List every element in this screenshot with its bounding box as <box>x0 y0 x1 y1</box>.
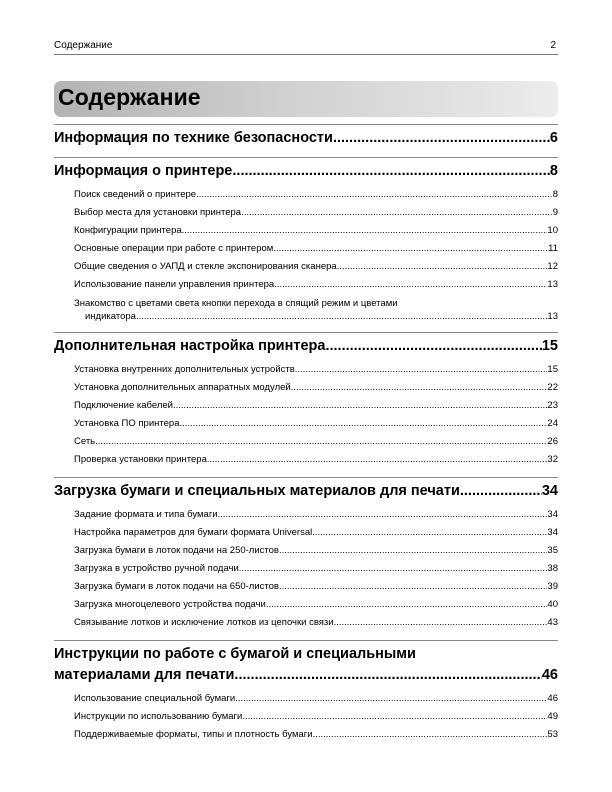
toc-section-page: 15 <box>547 364 558 375</box>
toc-chapter-entry[interactable] <box>54 336 558 357</box>
toc-chapter-entry[interactable] <box>54 481 558 502</box>
toc-leader-dots <box>279 578 547 596</box>
toc-section-title: Настройка параметров для бумаги формата Universal <box>74 527 313 538</box>
running-header <box>54 38 558 55</box>
page-title: Содержание <box>58 84 201 110</box>
toc-section-entry[interactable] <box>54 258 558 276</box>
toc-leader-dots <box>173 397 547 415</box>
toc-section-title: Сеть <box>74 436 96 447</box>
toc-chapter-title: Информация о принтере <box>54 163 233 179</box>
toc-section-title: Использование панели управления принтера <box>74 279 275 290</box>
toc-leader-dots <box>337 258 548 276</box>
toc-section-page: 53 <box>547 729 558 740</box>
toc-section-title: Подключение кабелей <box>74 400 173 411</box>
toc-section-page: 34 <box>547 527 558 538</box>
toc-leader-dots <box>234 665 541 686</box>
toc-chapter-page: 46 <box>541 667 558 683</box>
toc-section-entry[interactable] <box>54 276 558 294</box>
running-header-page-number: 2 <box>550 40 556 51</box>
toc-section-title-line2: индикатора <box>85 311 136 322</box>
toc-section-entry[interactable] <box>54 361 558 379</box>
toc-section-entry[interactable] <box>54 379 558 397</box>
toc-section-page: 38 <box>547 563 558 574</box>
toc-section-page: 12 <box>547 261 558 272</box>
toc-chapter <box>54 124 558 149</box>
toc-section-page: 46 <box>547 693 558 704</box>
toc-section-title: Установка дополнительных аппаратных модулей <box>74 382 291 393</box>
toc-section-page: 43 <box>547 617 558 628</box>
toc-chapter <box>54 477 558 632</box>
toc-section-list <box>54 690 558 744</box>
toc-chapter <box>54 157 558 324</box>
toc-section-page: 13 <box>547 279 558 290</box>
toc-chapter <box>54 332 558 469</box>
toc-leader-dots <box>460 481 542 502</box>
toc-section-page: 24 <box>547 418 558 429</box>
toc-section-entry[interactable] <box>54 186 558 204</box>
toc-section-entry[interactable] <box>54 560 558 578</box>
toc-leader-dots <box>266 596 548 614</box>
toc-leader-dots <box>239 560 548 578</box>
toc-leader-dots <box>136 310 547 324</box>
toc-section-entry[interactable] <box>54 578 558 596</box>
toc-section-page: 10 <box>547 225 558 236</box>
title-band <box>54 81 558 117</box>
toc-section-page: 49 <box>547 711 558 722</box>
toc-chapter-entry[interactable] <box>54 665 558 686</box>
toc-leader-dots <box>207 451 548 469</box>
toc-chapter-title-line2: материалами для печати <box>54 667 235 683</box>
toc-leader-dots <box>295 361 548 379</box>
toc-leader-dots <box>218 506 548 524</box>
toc-chapter-title: Загрузка бумаги и специальных материалов для печати <box>54 483 460 499</box>
toc-section-page: 22 <box>547 382 558 393</box>
toc-chapter-entry[interactable] <box>54 128 558 149</box>
toc-section-list <box>54 186 558 324</box>
toc-section-title: Поддерживаемые форматы, типы и плотность бумаги <box>74 729 313 740</box>
toc-section-entry[interactable] <box>54 542 558 560</box>
table-of-contents <box>54 124 558 744</box>
toc-chapter <box>54 640 558 744</box>
toc-section-title: Основные операции при работе с принтером <box>74 243 274 254</box>
toc-chapter-page: 34 <box>541 483 558 499</box>
toc-section-page: 40 <box>547 599 558 610</box>
toc-section-page: 34 <box>547 509 558 520</box>
toc-leader-dots <box>274 276 547 294</box>
toc-section-title: Инструкции по использованию бумаги <box>74 711 243 722</box>
running-header-section: Содержание <box>54 40 113 51</box>
toc-section-entry[interactable] <box>54 690 558 708</box>
toc-leader-dots <box>334 614 548 632</box>
toc-leader-dots <box>182 222 548 240</box>
toc-section-title: Загрузка бумаги в лоток подачи на 250-листов <box>74 545 279 556</box>
toc-section-list <box>54 506 558 632</box>
toc-section-title: Загрузка в устройство ручной подачи <box>74 563 239 574</box>
toc-leader-dots <box>279 542 547 560</box>
toc-section-entry[interactable] <box>54 524 558 542</box>
toc-section-list <box>54 361 558 469</box>
toc-section-entry[interactable] <box>54 397 558 415</box>
toc-section-page: 11 <box>548 243 558 254</box>
toc-chapter-title: Информация по технике безопасности <box>54 130 333 146</box>
toc-section-entry[interactable] <box>54 310 558 324</box>
toc-section-page: 39 <box>547 581 558 592</box>
toc-section-title: Установка внутренних дополнительных устройств <box>74 364 295 375</box>
toc-chapter-page: 15 <box>541 338 558 354</box>
toc-leader-dots <box>291 379 548 397</box>
toc-section-title: Поиск сведений о принтере <box>74 189 197 200</box>
toc-section-entry[interactable] <box>54 726 558 744</box>
toc-section-title: Использование специальной бумаги <box>74 693 236 704</box>
toc-leader-dots <box>196 186 553 204</box>
toc-chapter-title: Дополнительная настройка принтера <box>54 338 326 354</box>
toc-section-entry[interactable] <box>54 433 558 451</box>
toc-leader-dots <box>242 708 547 726</box>
toc-section-title: Связывание лотков и исключение лотков из цепочки связи <box>74 617 334 628</box>
toc-section-title: Общие сведения о УАПД и стекле экспонирования сканера <box>74 261 337 272</box>
toc-section-page: 9 <box>552 207 558 218</box>
toc-leader-dots <box>235 690 547 708</box>
toc-leader-dots <box>241 204 553 222</box>
toc-section-page: 32 <box>547 454 558 465</box>
toc-leader-dots <box>232 161 550 182</box>
toc-section-entry[interactable] <box>54 614 558 632</box>
toc-section-title: Задание формата и типа бумаги <box>74 509 218 520</box>
toc-leader-dots <box>325 336 541 357</box>
toc-leader-dots <box>312 524 547 542</box>
toc-section-entry[interactable] <box>54 506 558 524</box>
toc-chapter-title-line1[interactable]: Инструкции по работе с бумагой и специальными <box>54 646 416 662</box>
toc-chapter-page: 6 <box>549 130 558 146</box>
toc-section-title: Выбор места для установки принтера <box>74 207 242 218</box>
toc-section-title: Конфигурации принтера <box>74 225 182 236</box>
toc-section-entry[interactable] <box>54 451 558 469</box>
toc-leader-dots <box>95 433 547 451</box>
toc-leader-dots <box>333 128 550 149</box>
toc-section-title: Проверка установки принтера <box>74 454 207 465</box>
toc-chapter-page: 8 <box>549 163 558 179</box>
toc-section-entry[interactable] <box>54 415 558 433</box>
toc-leader-dots <box>273 240 548 258</box>
toc-section-page: 23 <box>547 400 558 411</box>
toc-leader-dots <box>313 726 548 744</box>
toc-section-entry[interactable] <box>54 596 558 614</box>
toc-section-entry[interactable] <box>54 222 558 240</box>
toc-section-page: 35 <box>547 545 558 556</box>
toc-chapter-entry[interactable] <box>54 161 558 182</box>
toc-section-page: 8 <box>552 189 558 200</box>
toc-section-entry[interactable] <box>54 708 558 726</box>
toc-section-title-line1[interactable]: Знакомство с цветами света кнопки перехода в спящий режим и цветами <box>74 298 398 309</box>
toc-section-title: Установка ПО принтера <box>74 418 180 429</box>
toc-section-title: Загрузка бумаги в лоток подачи на 650-листов <box>74 581 279 592</box>
toc-section-page: 13 <box>547 311 558 322</box>
toc-leader-dots <box>179 415 547 433</box>
toc-section-entry[interactable] <box>54 204 558 222</box>
toc-section-title: Загрузка многоцелевого устройства подачи <box>74 599 266 610</box>
toc-section-page: 26 <box>547 436 558 447</box>
toc-section-entry[interactable] <box>54 240 558 258</box>
